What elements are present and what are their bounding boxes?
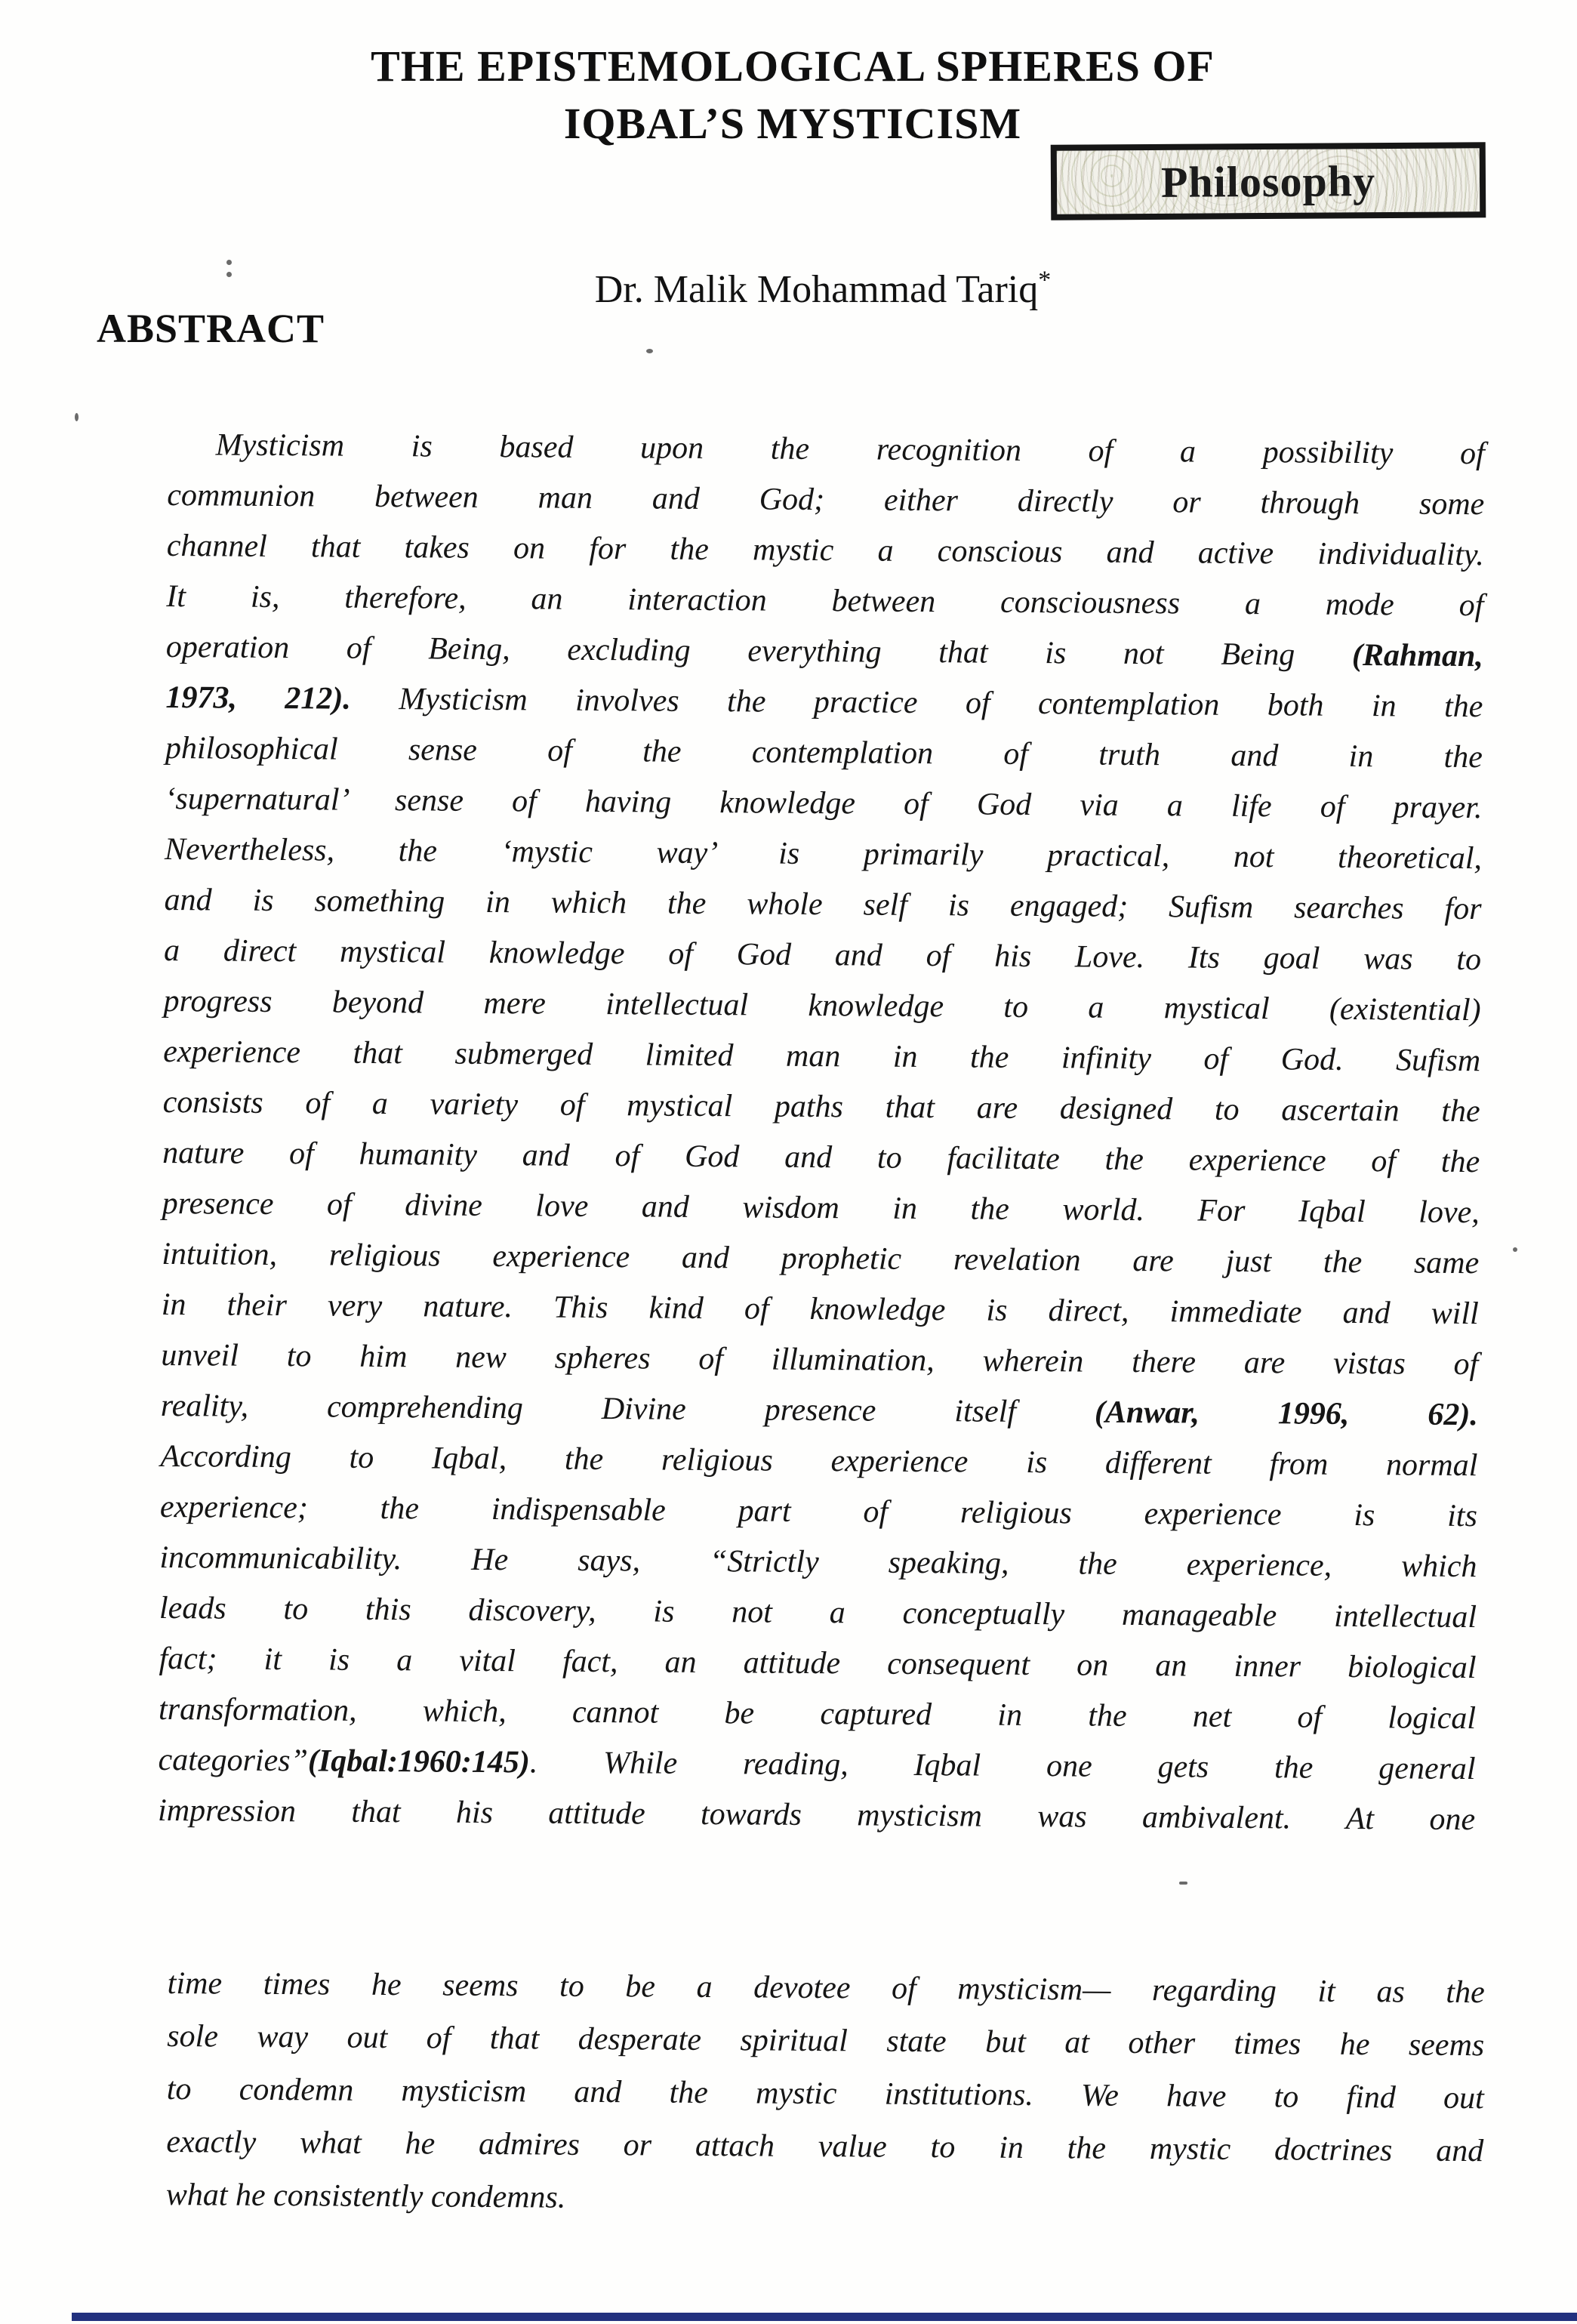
abstract-line: Mysticism is based upon the recognition of a possibility of: [215, 427, 1485, 472]
abstract-line: experience; the indispensable part of religious experience is its: [159, 1489, 1478, 1534]
abstract-line: fact; it is a vital fact, an attitude consequent on an inner biological: [159, 1641, 1477, 1686]
abstract-line: It is, therefore, an interaction between consciousness a mode of: [166, 578, 1484, 624]
abstract-line: nature of humanity and of God and to facilitate the experience of the: [162, 1135, 1480, 1180]
abstract-line: consists of a variety of mystical paths that are designed to ascertain the: [162, 1084, 1480, 1130]
category-badge-label: Philosophy: [1160, 156, 1376, 207]
abstract-line: a direct mystical knowledge of God and of his Love. Its goal was to: [163, 932, 1482, 978]
abstract-line: reality, comprehending Divine presence itself (Anwar, 1996, 62).: [160, 1388, 1479, 1433]
scan-speck: [226, 260, 232, 265]
abstract-line: exactly what he admires or attach value to in the mystic doctrines and: [166, 2124, 1484, 2169]
abstract-heading: ABSTRACT: [97, 306, 325, 351]
author-footnote-asterisk: *: [1038, 266, 1052, 294]
abstract-line: unveil to him new spheres of illumination, wherein there are vistas of: [161, 1337, 1479, 1382]
category-badge: [1051, 142, 1486, 220]
abstract-line: ‘supernatural’ sense of having knowledge of God via a life of prayer.: [165, 781, 1483, 826]
abstract-line: Nevertheless, the ‘mystic way’ is primarily practical, not theoretical,: [164, 831, 1483, 877]
scan-speck: [75, 413, 79, 421]
abstract-paragraph-2: [166, 1957, 1485, 2230]
abstract-line: philosophical sense of the contemplation of truth and in the: [165, 730, 1483, 775]
author-name: Dr. Malik Mohammad Tariq: [594, 268, 1039, 311]
page-title: [45, 38, 1540, 153]
abstract-line: 1973, 212). Mysticism involves the practice of contemplation both in the: [165, 680, 1483, 725]
abstract-line: communion between man and God; either directly or through some: [167, 477, 1485, 522]
abstract-line: presence of divine love and wisdom in the world. For Iqbal love,: [162, 1185, 1480, 1231]
abstract-line: to condemn mysticism and the mystic institutions. We have to find out: [166, 2071, 1484, 2116]
abstract-line: in their very nature. This kind of knowledge is direct, immediate and will: [161, 1287, 1479, 1332]
scan-speck: [1179, 1882, 1187, 1885]
abstract-line: time times he seems to be a devotee of mysticism— regarding it as the: [167, 1965, 1485, 2011]
abstract-line: progress beyond mere intellectual knowledge to a mystical (existential): [163, 983, 1481, 1028]
abstract-line: incommunicability. He says, “Strictly speaking, the experience, which: [159, 1540, 1477, 1585]
abstract-line: impression that his attitude towards mysticism was ambivalent. At one: [157, 1792, 1476, 1838]
abstract-line: According to Iqbal, the religious experience is different from normal: [160, 1438, 1478, 1484]
abstract-line: leads to this discovery, is not a conceptually manageable intellectual: [159, 1590, 1477, 1635]
abstract-line: what he consistently condemns.: [165, 2177, 566, 2215]
abstract-line: categories”(Iqbal:1960:145). While reading, Iqbal one gets the general: [158, 1742, 1476, 1787]
page-title-line-2: IQBAL’S MYSTICISM: [563, 99, 1022, 148]
abstract-line: and is something in which the whole self is engaged; Sufism searches for: [164, 882, 1482, 927]
abstract-line: intuition, religious experience and prophetic revelation are just the same: [162, 1236, 1480, 1281]
abstract-line: experience that submerged limited man in the infinity of God. Sufism: [162, 1034, 1481, 1079]
page-title-line-1: THE EPISTEMOLOGICAL SPHERES OF: [371, 42, 1215, 91]
abstract-line: sole way out of that desperate spiritual state but at other times he seems: [167, 2018, 1485, 2064]
abstract-line: transformation, which, cannot be captured in the net of logical: [158, 1691, 1477, 1737]
abstract-line: operation of Being, excluding everything that is not Being (Rahman,: [165, 629, 1484, 674]
scan-speck: [646, 349, 653, 353]
scan-edge-line: [72, 2313, 1577, 2321]
abstract-line: channel that takes on for the mystic a conscious and active individuality.: [166, 528, 1484, 573]
scan-speck: [1513, 1247, 1517, 1252]
abstract-paragraph-1: [158, 420, 1485, 1845]
